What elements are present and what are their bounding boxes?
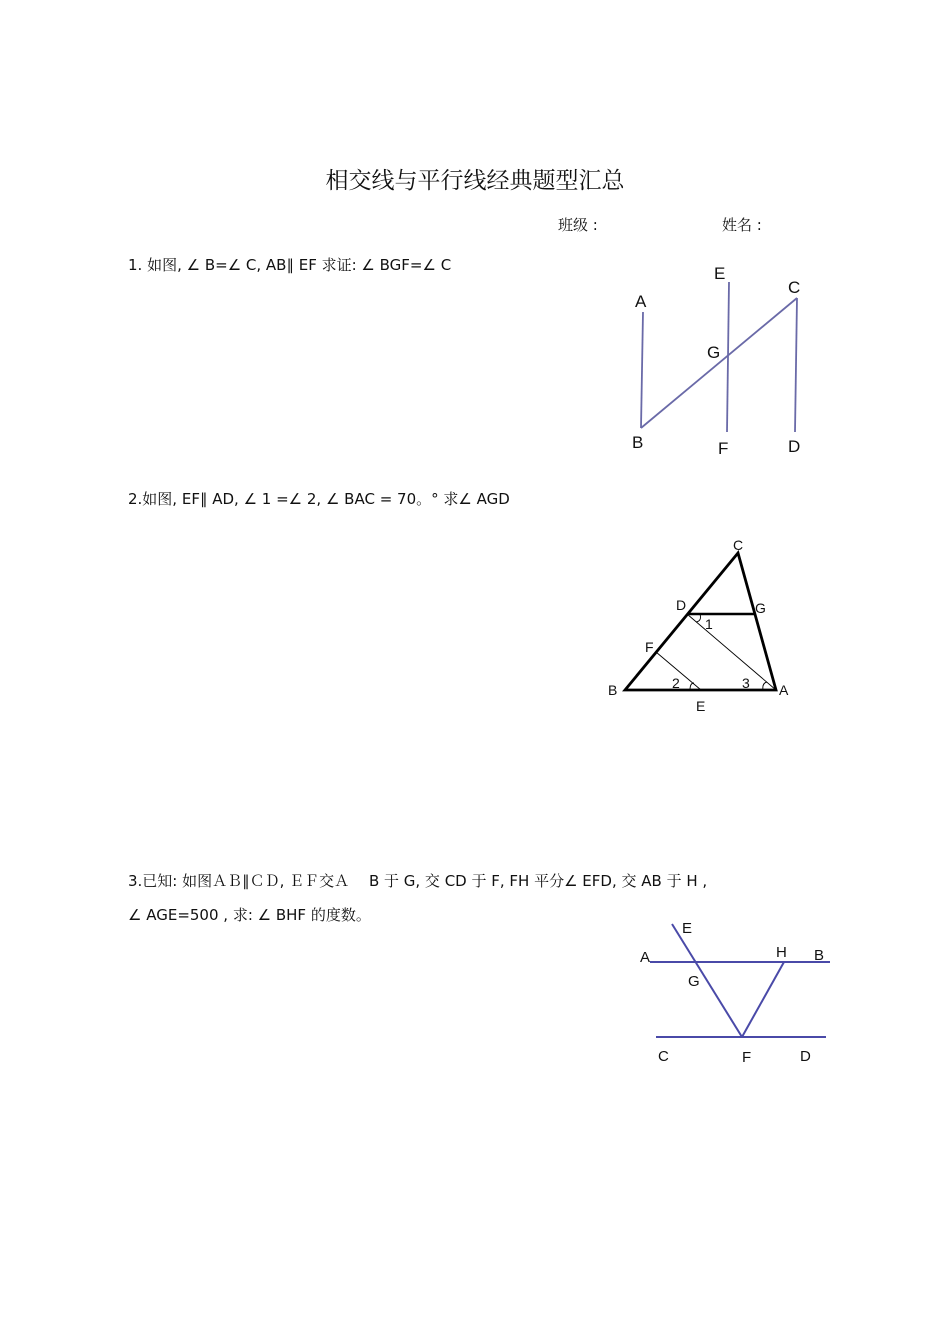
segment-ab bbox=[641, 312, 643, 428]
segment-ad bbox=[687, 614, 776, 690]
question-3-text-line1: 3.已知: 如图ＡＢ∥ＣＤ, ＥＦ交Ａ B 于 G, 交 CD 于 F, FH 平分∠ EFD, 交 AB 于 H , bbox=[128, 872, 708, 890]
label-1: 1 bbox=[705, 616, 713, 632]
question-1-text: 1. 如图, ∠ B=∠ C, AB∥ EF 求证: ∠ BGF=∠ C bbox=[128, 256, 452, 274]
segment-bc bbox=[641, 298, 797, 428]
label-g: G bbox=[707, 343, 721, 362]
label-3: 3 bbox=[742, 675, 750, 691]
label-d: D bbox=[788, 437, 801, 456]
class-label: 班级 : bbox=[558, 216, 598, 234]
question-3-figure bbox=[630, 915, 840, 1070]
label-e: E bbox=[696, 698, 706, 714]
question-2-text: 2.如图, EF∥ AD, ∠ 1 =∠ 2, ∠ BAC = 70。° 求∠ AGD bbox=[128, 490, 510, 508]
segment-ef bbox=[727, 282, 729, 432]
label-a: A bbox=[640, 949, 651, 966]
label-d: D bbox=[800, 1048, 811, 1065]
label-b: B bbox=[608, 682, 618, 698]
question-1-figure bbox=[600, 255, 830, 465]
label-e: E bbox=[682, 920, 693, 937]
segment-ef bbox=[672, 924, 742, 1037]
label-d: D bbox=[676, 597, 687, 613]
label-b: B bbox=[814, 947, 825, 964]
label-f: F bbox=[718, 439, 729, 458]
segment-cd bbox=[795, 298, 797, 432]
label-e: E bbox=[714, 264, 726, 283]
triangle-abc bbox=[625, 553, 776, 690]
label-g: G bbox=[688, 973, 700, 990]
label-c: C bbox=[658, 1048, 669, 1065]
label-c: C bbox=[733, 537, 744, 553]
label-b: B bbox=[632, 433, 644, 452]
label-a: A bbox=[635, 292, 647, 311]
label-g: G bbox=[755, 600, 766, 616]
label-f: F bbox=[742, 1049, 752, 1066]
name-label: 姓名 : bbox=[722, 216, 762, 234]
label-2: 2 bbox=[672, 675, 680, 691]
segment-fh bbox=[742, 962, 784, 1037]
question-2-figure bbox=[600, 530, 800, 720]
label-f: F bbox=[645, 639, 654, 655]
label-a: A bbox=[779, 682, 789, 698]
label-h: H bbox=[776, 944, 787, 961]
label-c: C bbox=[788, 278, 801, 297]
page-title: 相交线与平行线经典题型汇总 bbox=[325, 168, 625, 194]
question-3-text-line2: ∠ AGE=500 , 求: ∠ BHF 的度数。 bbox=[128, 906, 371, 924]
